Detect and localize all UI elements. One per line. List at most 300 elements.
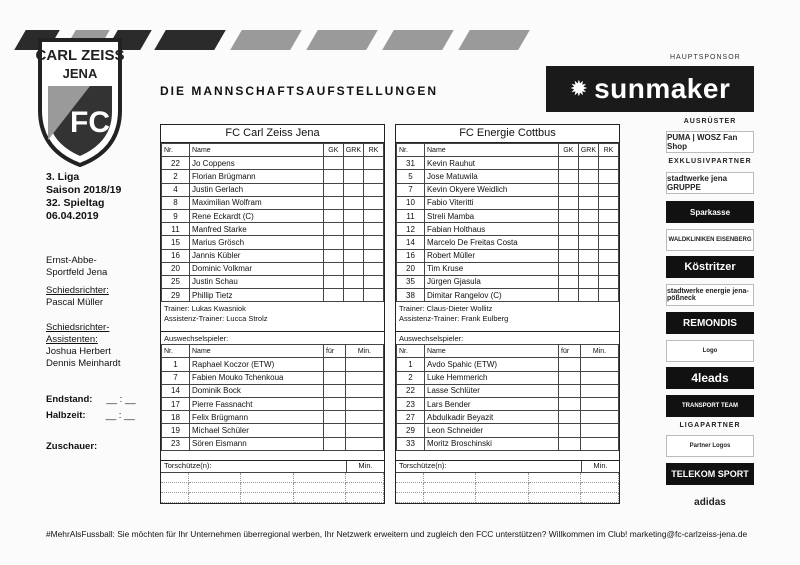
yellow-red-card-cell	[343, 196, 363, 209]
yellow-red-card-cell	[343, 209, 363, 222]
yellow-red-card-cell	[578, 183, 598, 196]
league-partner-label: LIGAPARTNER	[679, 422, 741, 429]
header-stripe	[382, 30, 454, 50]
name-header: Name	[190, 345, 324, 358]
player-row	[162, 289, 384, 302]
player-number: 17	[162, 398, 190, 411]
player-name: Florian Brügmann	[190, 170, 324, 183]
for-header: für	[559, 345, 581, 358]
player-row	[162, 170, 384, 183]
player-name: Dimitar Rangelov (C)	[425, 289, 559, 302]
sun-icon: ✹	[569, 76, 589, 101]
player-number: 38	[397, 289, 425, 302]
player-number: 1	[397, 358, 425, 371]
player-row	[397, 157, 619, 170]
minute-cell	[581, 437, 619, 450]
minute-cell	[581, 411, 619, 424]
red-card-cell	[364, 236, 384, 249]
main-sponsor-label: HAUPTSPONSOR	[670, 54, 741, 61]
player-row	[162, 157, 384, 170]
red-card-cell	[599, 170, 619, 183]
adidas-logo: adidas	[694, 496, 726, 508]
nr-header: Nr.	[397, 144, 425, 157]
yellow-red-card-cell	[578, 249, 598, 262]
substitute-row	[397, 384, 619, 397]
assistant-1: Joshua Herbert	[46, 346, 111, 357]
substitute-row	[397, 437, 619, 450]
yellow-red-card-cell	[578, 196, 598, 209]
replaced-player-cell	[559, 384, 581, 397]
yellow-red-card-cell	[578, 289, 598, 302]
player-number: 22	[397, 384, 425, 397]
replaced-player-cell	[559, 437, 581, 450]
substitute-row	[397, 424, 619, 437]
minute-cell	[581, 384, 619, 397]
home-players	[162, 157, 384, 302]
remondis-logo: REMONDIS	[666, 312, 754, 334]
red-card-cell	[599, 262, 619, 275]
player-name: Avdo Spahic (ETW)	[425, 358, 559, 371]
player-row	[397, 262, 619, 275]
subs-header-row	[162, 345, 384, 358]
scorers-min-label: Min.	[581, 461, 619, 472]
header-stripe	[230, 30, 302, 50]
red-card-cell	[599, 157, 619, 170]
venue	[46, 255, 107, 279]
halftime-value: __ : __	[105, 410, 135, 421]
player-name: Luke Hemmerich	[425, 371, 559, 384]
scorers-grid	[396, 473, 619, 503]
assistants-label-2: Assistenten:	[46, 334, 98, 345]
substitute-row	[162, 371, 384, 384]
player-row	[397, 289, 619, 302]
replaced-player-cell	[559, 424, 581, 437]
subs-header-row	[397, 345, 619, 358]
home-team-name: FC Carl Zeiss Jena	[161, 125, 384, 143]
grk-header: GRK	[343, 144, 363, 157]
yellow-card-cell	[558, 262, 578, 275]
assistant-2: Dennis Meinhardt	[46, 358, 121, 369]
minute-cell	[581, 358, 619, 371]
scorers-min-label: Min.	[346, 461, 384, 472]
for-header: für	[324, 345, 346, 358]
player-number: 2	[162, 170, 190, 183]
substitute-row	[397, 398, 619, 411]
player-number: 4	[162, 183, 190, 196]
player-row	[162, 236, 384, 249]
transport-team-logo: TRANSPORT TEAM	[666, 395, 754, 417]
player-name: Jose Matuwila	[425, 170, 559, 183]
replaced-player-cell	[559, 398, 581, 411]
rk-header: RK	[364, 144, 384, 157]
player-number: 11	[397, 209, 425, 222]
yellow-red-card-cell	[343, 236, 363, 249]
yellow-card-cell	[323, 249, 343, 262]
replaced-player-cell	[324, 424, 346, 437]
crest-middle-text: JENA	[62, 66, 98, 81]
player-name: Sören Eismann	[190, 437, 324, 450]
yellow-card-cell	[558, 275, 578, 288]
player-row	[162, 209, 384, 222]
scorers-label: Torschütze(n):	[399, 460, 447, 470]
yellow-card-cell	[323, 157, 343, 170]
player-name: Tim Kruse	[425, 262, 559, 275]
exclusive-partner-label: EXKLUSIVPARTNER	[668, 158, 752, 165]
player-name: Fabian Holthaus	[425, 223, 559, 236]
nr-header: Nr.	[162, 345, 190, 358]
sunmaker-logo	[546, 66, 754, 112]
telekom-sport-logo: TELEKOM SPORT	[666, 463, 754, 485]
player-name: Phillip Tietz	[190, 289, 324, 302]
substitute-row	[162, 424, 384, 437]
yellow-card-cell	[558, 209, 578, 222]
player-row	[162, 196, 384, 209]
red-card-cell	[599, 249, 619, 262]
substitute-row	[397, 358, 619, 371]
player-number: 23	[162, 437, 190, 450]
yellow-card-cell	[558, 183, 578, 196]
match-meta	[46, 171, 121, 223]
player-number: 27	[397, 411, 425, 424]
away-trainer-block	[396, 302, 619, 332]
yellow-red-card-cell	[578, 157, 598, 170]
player-row	[162, 183, 384, 196]
rk-header: RK	[599, 144, 619, 157]
yellow-red-card-cell	[343, 157, 363, 170]
red-card-cell	[364, 275, 384, 288]
player-number: 19	[162, 424, 190, 437]
partner-emblem-logo: Logo	[666, 340, 754, 362]
minute-cell	[581, 371, 619, 384]
yellow-red-card-cell	[343, 249, 363, 262]
player-name: Abdulkadir Beyazit	[425, 411, 559, 424]
sparkasse-logo: Sparkasse	[666, 201, 754, 223]
home-subs-label: Auswechselspieler:	[164, 334, 229, 344]
player-number: 8	[162, 196, 190, 209]
yellow-red-card-cell	[578, 275, 598, 288]
min-header: Min.	[346, 345, 384, 358]
assistants-label-1: Schiedsrichter-	[46, 322, 110, 333]
player-number: 22	[162, 157, 190, 170]
matchday: 32. Spieltag	[46, 197, 105, 209]
yellow-red-card-cell	[343, 275, 363, 288]
red-card-cell	[599, 183, 619, 196]
player-name: Marcelo De Freitas Costa	[425, 236, 559, 249]
player-name: Justin Schau	[190, 275, 324, 288]
substitute-row	[162, 358, 384, 371]
koestritzer-logo: Köstritzer	[666, 256, 754, 278]
player-number: 20	[397, 262, 425, 275]
yellow-card-cell	[323, 262, 343, 275]
yellow-red-card-cell	[578, 262, 598, 275]
red-card-cell	[364, 289, 384, 302]
player-name: Rene Eckardt (C)	[190, 209, 324, 222]
player-name: Fabien Mouko Tchenkoua	[190, 371, 324, 384]
yellow-card-cell	[323, 275, 343, 288]
yellow-red-card-cell	[343, 289, 363, 302]
player-row	[397, 209, 619, 222]
player-number: 29	[397, 424, 425, 437]
minute-cell	[581, 398, 619, 411]
crest-bottom-text: FC	[70, 106, 110, 139]
substitute-row	[397, 371, 619, 384]
outfitter-label: AUSRÜSTER	[683, 118, 737, 125]
home-trainer-block	[161, 302, 384, 332]
name-header: Name	[425, 144, 559, 157]
yellow-card-cell	[323, 236, 343, 249]
yellow-red-card-cell	[578, 236, 598, 249]
yellow-red-card-cell	[343, 183, 363, 196]
player-number: 2	[397, 371, 425, 384]
player-number: 31	[397, 157, 425, 170]
player-number: 18	[162, 411, 190, 424]
yellow-card-cell	[323, 196, 343, 209]
player-number: 9	[162, 209, 190, 222]
player-number: 25	[162, 275, 190, 288]
league-partner-logos: Partner Logos	[666, 435, 754, 457]
away-players	[397, 157, 619, 302]
player-row	[162, 249, 384, 262]
puma-logo: PUMA | WOSZ Fan Shop	[666, 131, 754, 153]
minute-cell	[346, 384, 384, 397]
home-scorers	[161, 460, 384, 503]
yellow-red-card-cell	[578, 223, 598, 236]
gk-header: GK	[323, 144, 343, 157]
stadtwerke-energie-logo: stadtwerke energie jena-pößneck	[666, 284, 754, 306]
halftime-score	[46, 410, 135, 422]
player-number: 7	[397, 183, 425, 196]
player-name: Jannis Kübler	[190, 249, 324, 262]
assistants-block	[46, 322, 120, 370]
player-number: 5	[397, 170, 425, 183]
home-team-card	[160, 124, 385, 504]
red-card-cell	[364, 249, 384, 262]
player-row	[397, 249, 619, 262]
player-name: Lasse Schlüter	[425, 384, 559, 397]
red-card-cell	[599, 209, 619, 222]
halftime-label: Halbzeit:	[46, 410, 86, 421]
red-card-cell	[599, 236, 619, 249]
minute-cell	[346, 371, 384, 384]
table-header-row	[162, 144, 384, 157]
player-number: 12	[397, 223, 425, 236]
player-number: 29	[162, 289, 190, 302]
minute-cell	[346, 358, 384, 371]
minute-cell	[346, 424, 384, 437]
referee-label: Schiedsrichter:	[46, 285, 109, 296]
substitute-row	[397, 411, 619, 424]
player-row	[397, 236, 619, 249]
yellow-card-cell	[323, 289, 343, 302]
spectators	[46, 441, 97, 453]
player-number: 33	[397, 437, 425, 450]
scorers-label: Torschütze(n):	[164, 460, 212, 470]
referee-name: Pascal Müller	[46, 297, 104, 308]
red-card-cell	[599, 223, 619, 236]
player-row	[162, 223, 384, 236]
player-row	[397, 183, 619, 196]
yellow-card-cell	[558, 170, 578, 183]
minute-cell	[581, 424, 619, 437]
replaced-player-cell	[559, 358, 581, 371]
player-row	[397, 275, 619, 288]
red-card-cell	[364, 183, 384, 196]
player-name: Fabio Viteritti	[425, 196, 559, 209]
nr-header: Nr.	[397, 345, 425, 358]
player-number: 14	[162, 384, 190, 397]
player-name: Kevin Okyere Weidlich	[425, 183, 559, 196]
final-score-value: __ : __	[106, 394, 136, 405]
player-number: 1	[162, 358, 190, 371]
header-stripe	[306, 30, 378, 50]
away-scorers	[396, 460, 619, 503]
waldkliniken-logo: WALDKLINIKEN EISENBERG	[666, 229, 754, 251]
name-header: Name	[190, 144, 324, 157]
yellow-red-card-cell	[343, 170, 363, 183]
spectators-label: Zuschauer:	[46, 441, 98, 452]
player-name: Lars Bender	[425, 398, 559, 411]
sunmaker-wordmark: sunmaker	[594, 73, 731, 104]
player-number: 14	[397, 236, 425, 249]
home-lineup-table	[161, 143, 384, 302]
yellow-card-cell	[558, 196, 578, 209]
player-name: Jo Coppens	[190, 157, 324, 170]
player-name: Pierre Fassnacht	[190, 398, 324, 411]
stadtwerke-jena-logo: stadtwerke jena GRUPPE	[666, 172, 754, 194]
table-header-row	[397, 144, 619, 157]
player-number: 20	[162, 262, 190, 275]
player-row	[162, 275, 384, 288]
yellow-card-cell	[323, 183, 343, 196]
fcc-crest-logo	[30, 30, 130, 170]
player-name: Robert Müller	[425, 249, 559, 262]
away-team-card	[395, 124, 620, 504]
player-name: Leon Schneider	[425, 424, 559, 437]
yellow-red-card-cell	[343, 262, 363, 275]
home-subs	[162, 358, 384, 450]
league: 3. Liga	[46, 171, 80, 183]
player-name: Jürgen Gjasula	[425, 275, 559, 288]
substitute-row	[162, 411, 384, 424]
replaced-player-cell	[324, 371, 346, 384]
minute-cell	[346, 411, 384, 424]
minute-cell	[346, 398, 384, 411]
away-trainer: Trainer: Claus-Dieter Wollitz	[399, 304, 493, 314]
red-card-cell	[599, 289, 619, 302]
yellow-card-cell	[558, 289, 578, 302]
replaced-player-cell	[324, 384, 346, 397]
referee-block	[46, 285, 109, 309]
player-name: Justin Gerlach	[190, 183, 324, 196]
player-name: Maximilian Wolfram	[190, 196, 324, 209]
yellow-card-cell	[323, 209, 343, 222]
red-card-cell	[599, 275, 619, 288]
player-row	[397, 196, 619, 209]
player-name: Moritz Broschinski	[425, 437, 559, 450]
red-card-cell	[364, 196, 384, 209]
substitute-row	[162, 384, 384, 397]
header-stripe	[154, 30, 226, 50]
replaced-player-cell	[324, 411, 346, 424]
season: Saison 2018/19	[46, 184, 122, 196]
replaced-player-cell	[559, 411, 581, 424]
header-stripe	[458, 30, 530, 50]
gk-header: GK	[558, 144, 578, 157]
replaced-player-cell	[324, 358, 346, 371]
red-card-cell	[364, 209, 384, 222]
substitute-row	[162, 398, 384, 411]
replaced-player-cell	[324, 398, 346, 411]
away-assistant-trainer: Assistenz-Trainer: Frank Eulberg	[399, 314, 509, 324]
player-name: Dominik Bock	[190, 384, 324, 397]
yellow-card-cell	[558, 236, 578, 249]
red-card-cell	[364, 262, 384, 275]
4leads-logo: 4leads	[666, 367, 754, 389]
red-card-cell	[364, 170, 384, 183]
final-score-label: Endstand:	[46, 394, 93, 405]
grk-header: GRK	[578, 144, 598, 157]
minute-cell	[346, 437, 384, 450]
away-subs-table	[396, 344, 619, 451]
yellow-card-cell	[558, 157, 578, 170]
home-subs-table	[161, 344, 384, 451]
player-name: Manfred Starke	[190, 223, 324, 236]
scorers-grid	[161, 473, 384, 503]
away-subs-label: Auswechselspieler:	[399, 334, 464, 344]
yellow-red-card-cell	[578, 170, 598, 183]
player-row	[397, 223, 619, 236]
nr-header: Nr.	[162, 144, 190, 157]
replaced-player-cell	[324, 437, 346, 450]
footer-text: #MehrAlsFussball: Sie möchten für Ihr Unternehmen überregional werben, Ihr Netzwerk erweitern und zugleich den FCC unterstützen? Willkommen im Club! marketing@fc-carlzeiss-jena.de	[46, 529, 748, 539]
venue-line1: Ernst-Abbe-	[46, 255, 97, 266]
player-name: Kevin Rauhut	[425, 157, 559, 170]
player-number: 16	[162, 249, 190, 262]
substitute-row	[162, 437, 384, 450]
page-title: DIE MANNSCHAFTSAUFSTELLUNGEN	[160, 84, 438, 98]
venue-line2: Sportfeld Jena	[46, 267, 108, 278]
match-date: 06.04.2019	[46, 210, 99, 222]
player-name: Streli Mamba	[425, 209, 559, 222]
player-name: Felix Brügmann	[190, 411, 324, 424]
player-name: Michael Schüler	[190, 424, 324, 437]
away-team-name: FC Energie Cottbus	[396, 125, 619, 143]
player-number: 15	[162, 236, 190, 249]
player-number: 10	[397, 196, 425, 209]
red-card-cell	[599, 196, 619, 209]
red-card-cell	[364, 157, 384, 170]
yellow-red-card-cell	[578, 209, 598, 222]
player-number: 35	[397, 275, 425, 288]
player-number: 11	[162, 223, 190, 236]
min-header: Min.	[581, 345, 619, 358]
player-number: 16	[397, 249, 425, 262]
yellow-card-cell	[323, 170, 343, 183]
player-name: Marius Grösch	[190, 236, 324, 249]
name-header: Name	[425, 345, 559, 358]
player-row	[397, 170, 619, 183]
player-name: Dominic Volkmar	[190, 262, 324, 275]
away-subs	[397, 358, 619, 450]
player-row	[162, 262, 384, 275]
player-name: Raphael Koczor (ETW)	[190, 358, 324, 371]
home-assistant-trainer: Assistenz-Trainer: Lucca Strolz	[164, 314, 268, 324]
player-number: 7	[162, 371, 190, 384]
final-score	[46, 394, 136, 406]
replaced-player-cell	[559, 371, 581, 384]
crest-top-text: CARL ZEISS	[35, 47, 125, 64]
yellow-card-cell	[558, 223, 578, 236]
